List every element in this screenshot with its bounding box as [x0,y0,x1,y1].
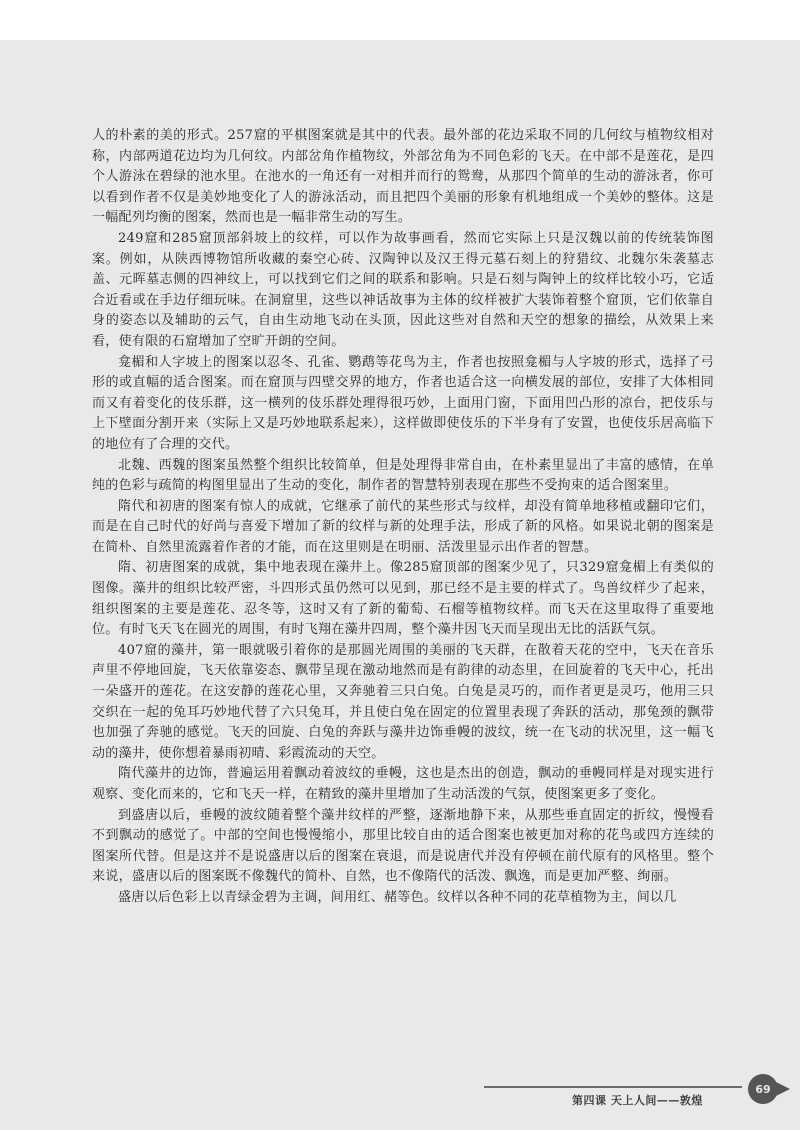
paragraph: 隋、初唐图案的成就，集中地表现在藻井上。像285窟顶部的图案少见了，只329窟龛楣上有类似的图像。藻井的组织比较严密，斗四形式虽仍然可以见到，那已经不是主要的样式了。鸟兽纹样少了起来，组织图案的主要是莲花、忍冬等，这时又有了新的葡萄、石榴等植物纹样。而飞天在这里取得了重要地位。有时飞天飞在圆光的周围，有时飞翔在藻井四周，整个藻井因飞天而呈现出无比的活跃气氛。 [92,560,714,638]
paragraph: 北魏、西魏的图案虽然整个组织比较简单，但是处理得非常自由，在朴素里显出了丰富的感情，在单纯的色彩与疏简的构图里显出了生动的变化，制作者的智慧特别表现在那些不受拘束的适合图案里。 [92,457,714,494]
paragraph: 龛楣和人字坡上的图案以忍冬、孔雀、鹦鹉等花鸟为主，作者也按照龛楣与人字坡的形式，选择了弓形的或直幅的适合图案。而在窟顶与四壁交界的地方，作者也适合这一向横发展的部位，安排了大体相同而又有着变化的伎乐群，这一横列的伎乐群处理得很巧妙，上面用门窗，下面用凹凸形的凉台，把伎乐与上下壁面分割开来（实际上又是巧妙地联系起来），这样做即使伎乐的下半身有了安置，也使伎乐居高临下的地位有了合理的交代。 [92,354,714,452]
paragraph: 249窟和285窟顶部斜坡上的纹样，可以作为故事画看，然而它实际上只是汉魏以前的传统装饰图案。例如，从陕西博物馆所收藏的秦空心砖、汉陶钟以及汉王得元墓石刻上的狩猎纹、北魏尔朱袭墓志盖、元晖墓志侧的四神纹上，可以找到它们之间的联系和影响。只是石刻与陶钟上的纹样比较小巧，它适合近看或在手边仔细玩味。在洞窟里，这些以神话故事为主体的纹样被扩大装饰着整个窟顶，它们依靠自身的姿态以及辅助的云气，自由生动地飞动在头顶，因此这些对自然和天空的想象的描绘，从效果上来看，使有限的石窟增加了空旷开朗的空间。 [92,230,714,349]
book-page [0,40,800,1130]
footer-rule [484,1086,742,1088]
paragraph: 407窟的藻井，第一眼就吸引着你的是那圆光周围的美丽的飞天群，在散着天花的空中，飞天在音乐声里不停地回旋，飞天依靠姿态、飘带呈现在激动地然而是有韵律的动态里，在回旋着的飞天中心，托出一朵盛开的莲花。在这安静的莲花心里，又奔驰着三只白兔。白兔是灵巧的，而作者更是灵巧，他用三只交织在一起的兔耳巧妙地代替了六只兔耳，并且使白兔在固定的位置里表现了奔跃的活动，那兔颈的飘带也加强了奔驰的感觉。飞天的回旋、白兔的奔跃与藻井边饰垂幔的波纹，统一在飞动的状况里，这一幅飞动的藻井，使你想着暴雨初晴、彩霞流动的天空。 [92,642,714,761]
paragraph: 到盛唐以后，垂幔的波纹随着整个藻井纹样的严整，逐渐地静下来，从那些垂直固定的折纹，慢慢看不到飘动的感觉了。中部的空间也慢慢缩小，那里比较自由的适合图案也被更加对称的花鸟或四方连续的图案所代替。但是这并不是说盛唐以后的图案在衰退，而是说唐代并没有停顿在前代原有的风格里。整个来说，盛唐以后的图案既不像魏代的简朴、自然，也不像隋代的活泼、飘逸，而是更加严整、绚丽。 [92,807,714,885]
page-number-badge: 69 [748,1074,778,1104]
paragraph: 人的朴素的美的形式。257窟的平棋图案就是其中的代表。最外部的花边采取不同的几何纹与植物纹相对称，内部两道花边均为几何纹。内部岔角作植物纹，外部岔角为不同色彩的飞天。在中部不是莲花，是四个人游泳在碧绿的池水里。在池水的一角还有一对相并而行的鸳鸯，从那四个简单的生动的游泳者，你可以看到作者不仅是美妙地变化了人的游泳活动，而且把四个美丽的形象有机地组成一个美妙的整体。这是一幅配列均衡的图案，然而也是一幅非常生动的写生。 [92,128,714,226]
paragraph: 盛唐以后色彩上以青绿金碧为主调，间用红、赭等色。纹样以各种不同的花草植物为主，间以几 [118,889,677,905]
running-head: 第四课 天上人间——敦煌 [572,1094,703,1107]
body-text [92,126,714,909]
paragraph: 隋代藻井的边饰，普遍运用着飘动着波纹的垂幔，这也是杰出的创造，飘动的垂幔同样是对现实进行观察、变化而来的，它和飞天一样，在精致的藻井里增加了生动活泼的气氛，使图案更多了变化。 [92,766,714,802]
paragraph: 隋代和初唐的图案有惊人的成就，它继承了前代的某些形式与纹样，却没有简单地移植或翻印它们，而是在自己时代的好尚与喜爱下增加了新的纹样与新的处理手法，形成了新的风格。如果说北朝的图案是在简朴、自然里流露着作者的才能，而在这里则是在明丽、活泼里显示出作者的智慧。 [92,498,714,555]
